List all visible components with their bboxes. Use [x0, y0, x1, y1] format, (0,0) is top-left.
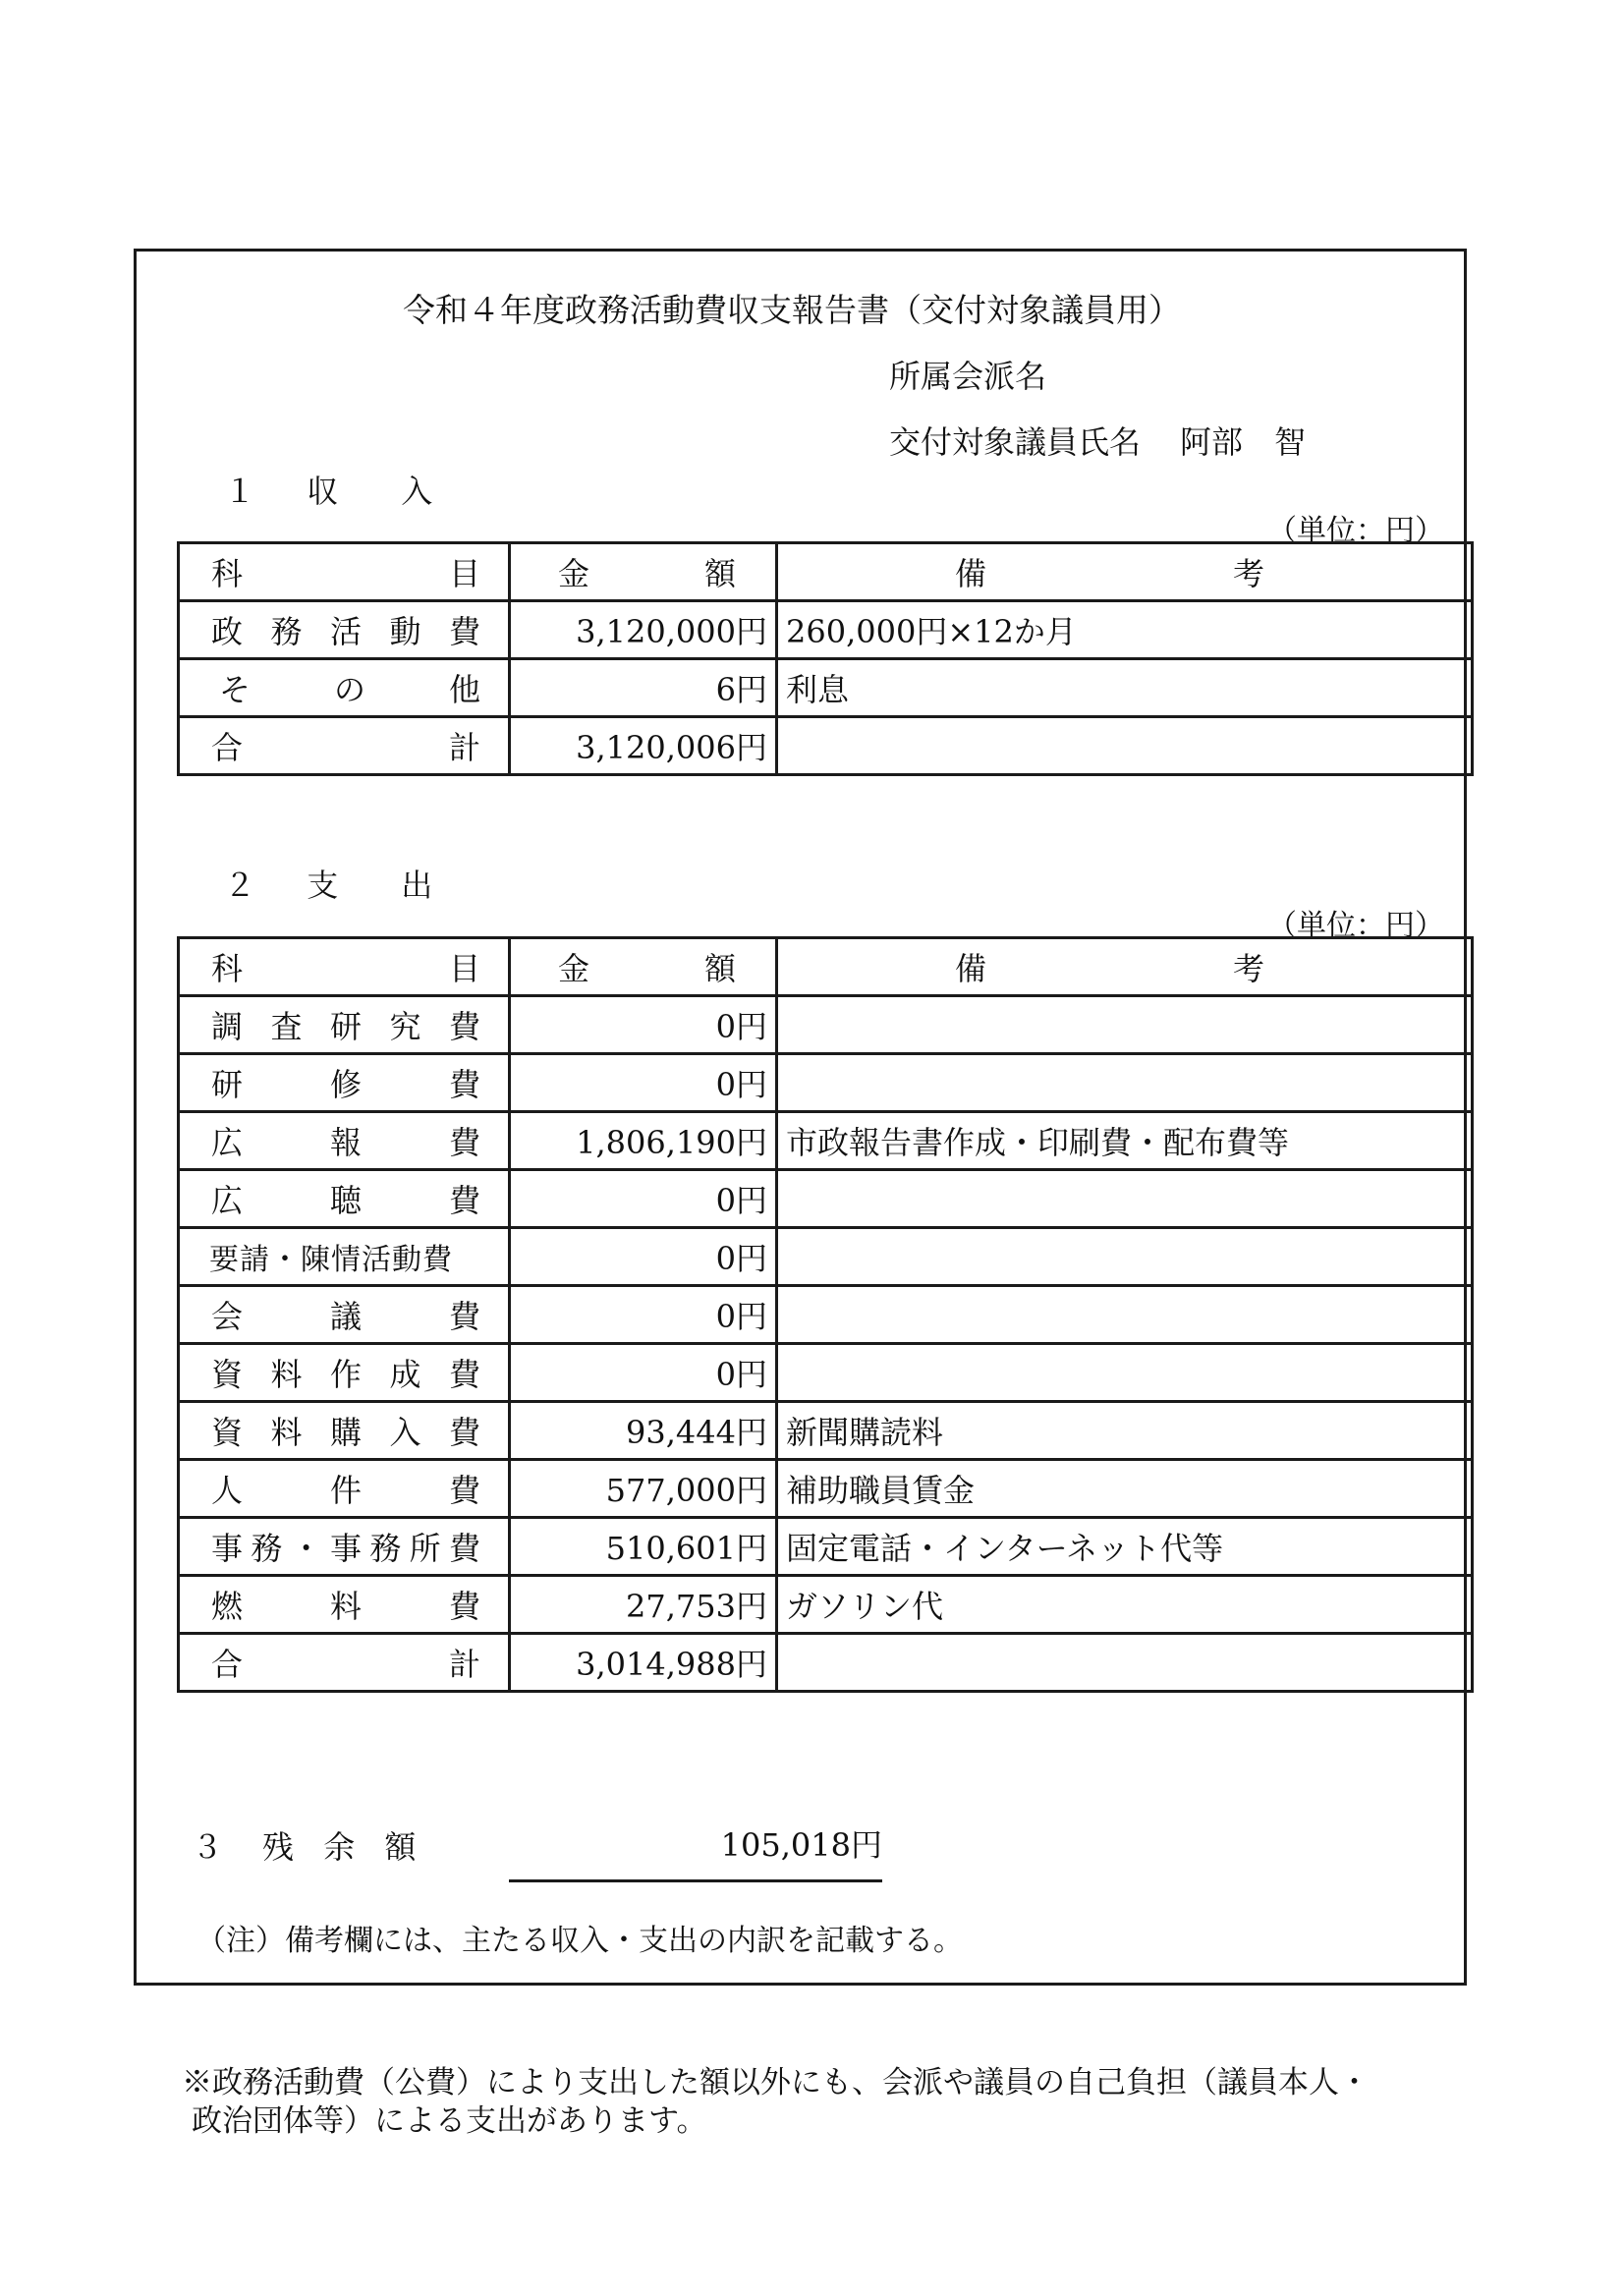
table-row	[179, 1344, 1473, 1402]
expenditure-amount: 3,014,988円	[510, 1634, 777, 1692]
expenditure-amount: 0円	[510, 1228, 777, 1286]
member-label: 交付対象議員氏名	[889, 423, 1142, 461]
expenditure-note	[777, 1634, 1473, 1692]
balance-amount: 105,018円	[509, 1820, 882, 1882]
expenditure-note	[777, 1228, 1473, 1286]
expenditure-note	[777, 1286, 1473, 1344]
expenditure-item: 資料作成費	[179, 1344, 510, 1402]
income-amount: 3,120,000円	[510, 601, 777, 659]
expenditure-note: 補助職員賃金	[777, 1460, 1473, 1518]
table-row	[179, 1170, 1473, 1228]
income-note	[777, 717, 1473, 775]
remarks-note: （注）備考欄には、主たる収入・支出の内訳を記載する。	[196, 1924, 963, 1958]
table-row	[179, 1576, 1473, 1634]
expenditure-note: 新聞購読料	[777, 1402, 1473, 1460]
expenditure-note	[777, 1054, 1473, 1112]
balance-heading	[192, 1822, 465, 1868]
expenditure-unit: （単位：円）	[1267, 909, 1444, 943]
table-row	[179, 1518, 1473, 1576]
table-row	[179, 1054, 1473, 1112]
footnote-line-1: ※政務活動費（公費）により支出した額以外にも、会派や議員の自己負担（議員本人・	[182, 2065, 1370, 2100]
table-row	[179, 1634, 1473, 1692]
table-row	[179, 1112, 1473, 1170]
balance-section-label: 残 余 額	[262, 1828, 426, 1866]
income-item: 政務活動費	[179, 601, 510, 659]
expenditure-section-label: 支 出	[307, 867, 433, 904]
expenditure-item: 研修費	[179, 1054, 510, 1112]
expenditure-table	[177, 936, 1474, 1693]
table-row	[179, 1286, 1473, 1344]
expenditure-amount: 577,000円	[510, 1460, 777, 1518]
table-row	[179, 601, 1473, 659]
table-row	[179, 1228, 1473, 1286]
income-header-item: 科目	[179, 543, 510, 601]
income-header-amount: 金額	[510, 543, 777, 601]
expenditure-note: 市政報告書作成・印刷費・配布費等	[777, 1112, 1473, 1170]
expenditure-item: 調査研究費	[179, 996, 510, 1054]
expenditure-note	[777, 996, 1473, 1054]
expenditure-header-row	[179, 938, 1473, 996]
table-row	[179, 717, 1473, 775]
income-note: 260,000円×12か月	[777, 601, 1473, 659]
expenditure-amount: 93,444円	[510, 1402, 777, 1460]
expenditure-note	[777, 1170, 1473, 1228]
member-line	[889, 418, 1306, 463]
expenditure-amount: 0円	[510, 996, 777, 1054]
expenditure-item: 広報費	[179, 1112, 510, 1170]
expenditure-item: 広聴費	[179, 1170, 510, 1228]
expenditure-amount: 0円	[510, 1054, 777, 1112]
table-row	[179, 996, 1473, 1054]
expenditure-amount: 510,601円	[510, 1518, 777, 1576]
income-section-number: １	[224, 473, 256, 510]
expenditure-amount: 0円	[510, 1170, 777, 1228]
expenditure-note: 固定電話・インターネット代等	[777, 1518, 1473, 1576]
income-item: その他	[179, 659, 510, 717]
income-unit: （単位：円）	[1267, 514, 1444, 548]
income-item: 合計	[179, 717, 510, 775]
expenditure-item: 燃料費	[179, 1576, 510, 1634]
expenditure-amount: 0円	[510, 1286, 777, 1344]
expenditure-item: 会議費	[179, 1286, 510, 1344]
expenditure-header-note: 備考	[777, 938, 1473, 996]
income-section-label: 収 入	[307, 473, 433, 510]
balance-section-number: ３	[192, 1828, 224, 1866]
expenditure-section-number: ２	[224, 867, 256, 904]
expenditure-header-amount: 金額	[510, 938, 777, 996]
expenditure-header-item: 科目	[179, 938, 510, 996]
expenditure-section-heading	[224, 861, 432, 906]
income-table	[177, 541, 1474, 776]
expenditure-item: 合計	[179, 1634, 510, 1692]
expenditure-item: 事務・事務所費	[179, 1518, 510, 1576]
member-name: 阿部 智	[1180, 423, 1307, 461]
table-row	[179, 659, 1473, 717]
income-section-heading	[224, 467, 432, 512]
expenditure-item: 資料購入費	[179, 1402, 510, 1460]
expenditure-item: 要請・陳情活動費	[179, 1228, 510, 1286]
income-note: 利息	[777, 659, 1473, 717]
expenditure-amount: 0円	[510, 1344, 777, 1402]
income-header-note: 備考	[777, 543, 1473, 601]
expenditure-amount: 1,806,190円	[510, 1112, 777, 1170]
table-row	[179, 1402, 1473, 1460]
table-row	[179, 1460, 1473, 1518]
expenditure-item: 人件費	[179, 1460, 510, 1518]
expenditure-note	[777, 1344, 1473, 1402]
expenditure-note: ガソリン代	[777, 1576, 1473, 1634]
expenditure-amount: 27,753円	[510, 1576, 777, 1634]
income-amount: 6円	[510, 659, 777, 717]
document-title: 令和４年度政務活動費収支報告書（交付対象議員用）	[403, 291, 1181, 329]
income-header-row	[179, 543, 1473, 601]
affiliation-label: 所属会派名	[889, 358, 1047, 395]
income-amount: 3,120,006円	[510, 717, 777, 775]
footnote-line-2: 政治団体等）による支出があります。	[192, 2103, 707, 2139]
